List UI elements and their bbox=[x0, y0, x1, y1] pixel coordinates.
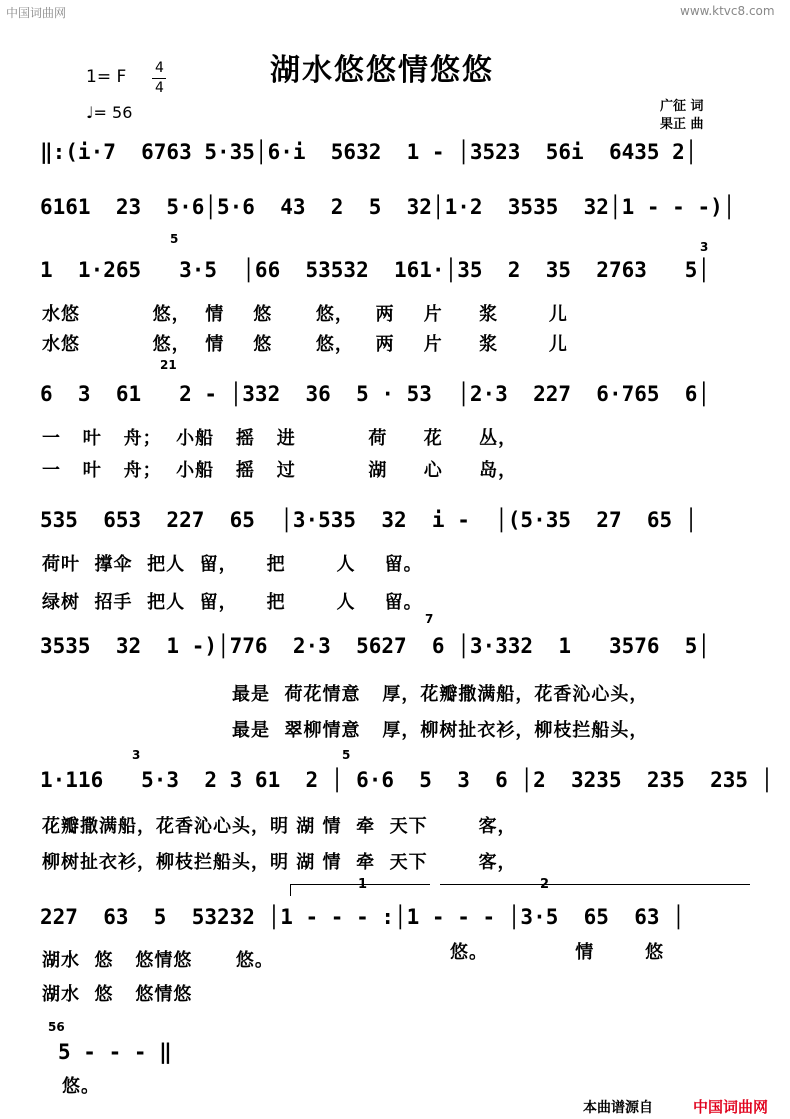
grace-note-6: 5 bbox=[342, 748, 351, 762]
grace-note-4: 7 bbox=[425, 612, 434, 626]
score-row-2: 6161 23 5·6│5·6 43 2 5 32│1·2 3535 32│1 - - -)│ bbox=[40, 195, 736, 219]
lyricist-credit: 广征 词 bbox=[660, 99, 704, 114]
grace-note-3: 21 bbox=[160, 358, 177, 372]
score-row-4: 6 3 61 2 - │332 36 5 · 53 │2·3 227 6·765 6│ bbox=[40, 382, 711, 406]
lyric-row-6-verse-2: 最是 翠柳情意 厚，柳树扯衣衫，柳枝拦船头， bbox=[232, 720, 649, 741]
score-row-1: ‖:(i·7 6763 5·35│6·i 5632 1 - │3523 56i 6435 2│ bbox=[40, 140, 698, 164]
time-signature-top: 4 bbox=[155, 60, 164, 76]
lyric-row-4-verse-1: 一 叶 舟； 小船 摇 进 荷 花 丛， bbox=[42, 428, 518, 449]
key-signature: 1= F bbox=[86, 67, 127, 87]
lyric-row-3-verse-2: 水悠 悠， 情 悠 悠， 两 片 浆 儿 bbox=[42, 334, 568, 355]
score-row-9: 5 - - - ‖ bbox=[58, 1040, 172, 1064]
lyric-row-7-verse-1: 花瓣撒满船，花香沁心头，明 湖 情 牵 天下 客， bbox=[42, 816, 517, 837]
lyric-row-3-verse-1: 水悠 悠， 情 悠 悠， 两 片 浆 儿 bbox=[42, 304, 568, 325]
volta-bracket-2 bbox=[440, 884, 750, 885]
composer-credit: 果正 曲 bbox=[660, 117, 704, 132]
score-row-7: 1·116 5·3 2 3 61 2 │ 6·6 5 3 6 │2 3235 235 235 │ bbox=[40, 768, 774, 792]
volta-label-2: 2 bbox=[540, 877, 550, 892]
score-row-6: 3535 32 1 -)│776 2·3 5627 6 │3·332 1 3576 5│ bbox=[40, 634, 711, 658]
time-signature-bottom: 4 bbox=[155, 80, 164, 96]
lyric-row-9: 悠。 bbox=[62, 1076, 100, 1097]
score-row-3: 1 1·265 3·5 │66 53532 161·│35 2 35 2763 5│ bbox=[40, 258, 711, 282]
time-signature-bar bbox=[152, 78, 166, 79]
grace-note-7: 56 bbox=[48, 1020, 65, 1034]
score-row-8: 227 63 5 53232 │1 - - - :│1 - - - │3·5 65 63 │ bbox=[40, 905, 685, 929]
grace-note-2: 3 bbox=[700, 240, 709, 254]
footer-source-label: 本曲谱源自 bbox=[583, 1100, 653, 1116]
page-title: 湖水悠悠情悠悠 bbox=[270, 53, 494, 88]
lyric-row-4-verse-2: 一 叶 舟； 小船 摇 过 湖 心 岛， bbox=[42, 460, 518, 481]
footer-site-link[interactable]: 中国词曲网 bbox=[693, 1098, 769, 1116]
lyric-row-7-verse-2: 柳树扯衣衫，柳枝拦船头，明 湖 情 牵 天下 客， bbox=[42, 852, 517, 873]
score-row-5: 535 653 227 65 │3·535 32 i - │(5·35 27 65 │ bbox=[40, 508, 698, 532]
watermark-right: www.ktvc8.com bbox=[680, 4, 775, 18]
lyric-row-6-verse-1: 最是 荷花情意 厚，花瓣撒满船，花香沁心头， bbox=[232, 684, 649, 705]
lyric-row-8-verse-2: 湖水 悠 悠情悠 bbox=[42, 984, 193, 1005]
volta-label-1: 1 bbox=[358, 877, 368, 892]
lyric-row-5-verse-2: 绿树 招手 把人 留， 把 人 留。 bbox=[42, 592, 423, 613]
lyric-row-5-verse-1: 荷叶 撑伞 把人 留， 把 人 留。 bbox=[42, 554, 423, 575]
grace-note-1: 5 bbox=[170, 232, 179, 246]
grace-note-5: 3 bbox=[132, 748, 141, 762]
watermark-left: 中国词曲网 bbox=[6, 6, 67, 20]
tempo-marking: ♩= 56 bbox=[86, 103, 133, 122]
lyric-row-8-verse-1: 湖水 悠 悠情悠 悠。 bbox=[42, 950, 274, 971]
lyric-row-8-verse-1-ending: 悠。 情 悠 bbox=[450, 942, 665, 963]
volta-hook-1 bbox=[290, 884, 291, 896]
